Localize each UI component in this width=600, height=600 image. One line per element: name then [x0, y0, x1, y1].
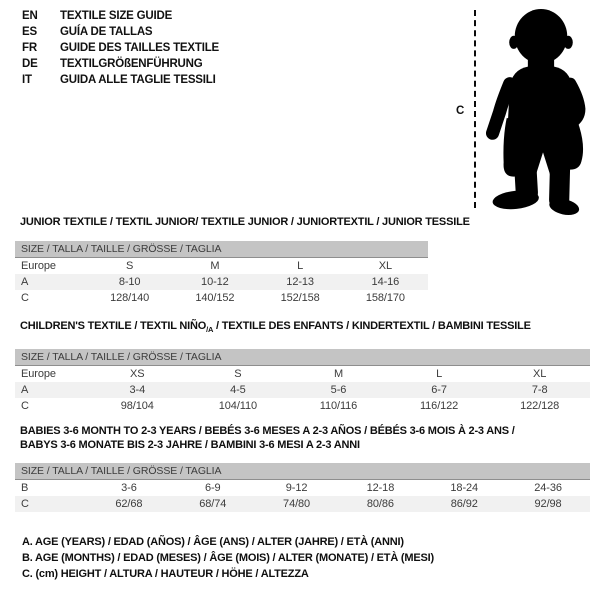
- cell: 116/122: [419, 400, 459, 413]
- title-part: / TEXTILE DES ENFANTS / KINDERTEXTIL / BAMBINI TESSILE: [213, 320, 531, 332]
- row-label: B: [21, 482, 29, 494]
- list-item: [22, 24, 219, 40]
- cell: 12-18: [366, 482, 395, 494]
- guide-title-it: GUIDA ALLE TAGLIE TESSILI: [60, 74, 216, 86]
- table-row: [15, 258, 428, 274]
- note-age-years: A. AGE (YEARS) / EDAD (AÑOS) / ÂGE (ANS) / ALTER (JAHRE) / ETÀ (ANNI): [22, 536, 404, 548]
- row-label: C: [21, 498, 29, 510]
- cell: 110/116: [319, 400, 358, 413]
- cell: 7-8: [531, 384, 548, 397]
- row-label: C: [21, 400, 29, 413]
- legend-notes: [22, 534, 434, 582]
- list-item: [22, 72, 219, 88]
- cell: M: [210, 260, 220, 272]
- junior-table-title: JUNIOR TEXTILE / TEXTIL JUNIOR/ TEXTILE JUNIOR / JUNIORTEXTIL / JUNIOR TESSILE: [20, 216, 470, 228]
- cell: 62/68: [115, 498, 143, 510]
- cell: 6-7: [431, 384, 447, 397]
- cell: 152/158: [280, 292, 320, 304]
- babies-textile-table: [15, 424, 590, 512]
- table-row: [15, 366, 590, 382]
- table-row: [15, 290, 428, 306]
- cell: S: [234, 368, 242, 381]
- title-line-2: BABYS 3-6 MONATE BIS 2-3 JAHRE / BAMBINI 3-6 MESI A 2-3 ANNI: [20, 439, 360, 451]
- cell: 14-16: [371, 276, 400, 288]
- row-label: Europe: [21, 260, 56, 272]
- cell: 80/86: [366, 498, 394, 510]
- table-row: [15, 480, 590, 496]
- cell: XL: [533, 368, 547, 381]
- table-row: [15, 274, 428, 290]
- height-measure-label: C: [456, 105, 465, 117]
- cell: M: [333, 368, 344, 381]
- baby-silhouette-icon: [486, 5, 598, 215]
- cell: 122/128: [520, 400, 560, 413]
- cell: 24-36: [534, 482, 562, 494]
- guide-title-es: GUÍA DE TALLAS: [60, 26, 153, 38]
- title-line-1: BABIES 3-6 MONTH TO 2-3 YEARS / BEBÉS 3-6 MESES A 2-3 AÑOS / BÉBÉS 3-6 MOIS À 2-3 ANS /: [20, 425, 515, 437]
- cell: L: [436, 368, 443, 381]
- row-label: A: [21, 384, 29, 397]
- cell: 6-9: [204, 482, 221, 494]
- babies-table-title: [20, 424, 590, 452]
- guide-title-de: TEXTILGRÖßENFÜHRUNG: [60, 58, 203, 70]
- cell: 9-12: [285, 482, 308, 494]
- language-title-list: [22, 8, 219, 88]
- cell: 158/170: [365, 292, 405, 304]
- cell: 92/98: [534, 498, 562, 510]
- cell: XS: [130, 368, 145, 381]
- cell: 12-13: [286, 276, 314, 288]
- height-dashed-line: [474, 10, 476, 208]
- cell: 18-24: [450, 482, 479, 494]
- table-row: [15, 398, 590, 414]
- row-label: Europe: [21, 368, 56, 381]
- baby-figure: [450, 0, 600, 215]
- row-label: C: [21, 292, 29, 304]
- cell: 74/80: [283, 498, 311, 510]
- language-code: FR: [22, 42, 37, 54]
- childrens-table-title: [20, 319, 590, 337]
- cell: 3-4: [129, 384, 146, 397]
- title-subscript: /A: [206, 325, 214, 335]
- junior-textile-table: [15, 215, 470, 306]
- cell: 128/140: [110, 292, 150, 304]
- cell: 10-12: [201, 276, 229, 288]
- size-header-bar: SIZE / TALLA / TAILLE / GRÖSSE / TAGLIA: [15, 241, 428, 258]
- cell: S: [126, 260, 134, 272]
- size-header-bar: SIZE / TALLA / TAILLE / GRÖSSE / TAGLIA: [15, 349, 590, 366]
- size-header-bar: SIZE / TALLA / TAILLE / GRÖSSE / TAGLIA: [15, 463, 590, 480]
- cell: 5-6: [330, 384, 347, 397]
- note-height-cm: C. (cm) HEIGHT / ALTURA / HAUTEUR / HÖHE / ALTEZZA: [22, 568, 309, 580]
- language-code: EN: [22, 10, 38, 22]
- cell: 8-10: [118, 276, 141, 288]
- cell: 68/74: [199, 498, 227, 510]
- row-label: A: [21, 276, 29, 288]
- cell: 104/110: [218, 400, 258, 413]
- language-code: ES: [22, 26, 37, 38]
- cell: L: [297, 260, 304, 272]
- cell: 98/104: [120, 400, 154, 413]
- guide-title-en: TEXTILE SIZE GUIDE: [60, 10, 173, 22]
- cell: XL: [378, 260, 392, 272]
- cell: 86/92: [450, 498, 478, 510]
- table-row: [15, 496, 590, 512]
- list-item: [22, 40, 219, 56]
- guide-title-fr: GUIDE DES TAILLES TEXTILE: [60, 42, 219, 54]
- list-item: [22, 8, 219, 24]
- cell: 140/152: [195, 292, 235, 304]
- language-code: DE: [22, 58, 38, 70]
- title-part: CHILDREN'S TEXTILE / TEXTIL NIÑO: [20, 320, 207, 332]
- cell: 4-5: [230, 384, 246, 397]
- cell: 3-6: [121, 482, 137, 494]
- note-age-months: B. AGE (MONTHS) / EDAD (MESES) / ÂGE (MOIS) / ALTER (MONATE) / ETÀ (MESI): [22, 552, 434, 564]
- childrens-textile-table: [15, 319, 590, 414]
- list-item: [22, 56, 219, 72]
- language-code: IT: [22, 74, 32, 86]
- table-row: [15, 382, 590, 398]
